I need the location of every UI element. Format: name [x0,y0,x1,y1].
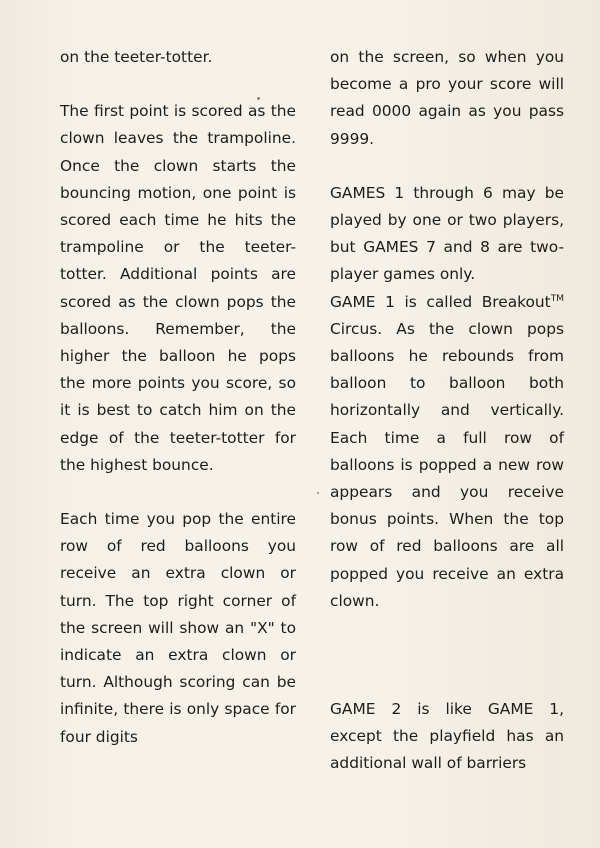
right-column [330,44,564,778]
paragraph-score-rollover: on the screen, so when you become a pro your score will read 0000 again as you pass 9999. [330,48,564,148]
game-1-description: Circus. As the clown pops balloons he rebounds from balloon to balloon both horizontally and vertically. Each time a full row of balloons is popped a new row appears and you receive bonus points. When the top row of red balloons are all popped you receive an extra clown. [330,319,564,610]
paragraph-game-2: GAME 2 is like GAME 1, except the playfield has an additional wall of barriers [330,700,564,773]
paragraph-extra-clown: Each time you pop the entire row of red balloons you receive an extra clown or turn. The top right corner of the screen will show an "X" to indicate an extra clown or turn. Although scoring can be infinite, there is only space for four digits [60,510,296,746]
trademark-mark: TM [550,293,564,304]
game-1-intro: GAME 1 is called Breakout [330,292,551,311]
left-column [60,44,296,751]
paragraph-game-1 [330,289,564,615]
paragraph-players: GAMES 1 through 6 may be played by one or two players, but GAMES 7 and 8 are two-player games only. [330,183,564,284]
paragraph-continued: on the teeter-totter. [60,48,213,66]
paragraph-scoring: The first point is scored as the clown leaves the trampoline. Once the clown starts the bouncing motion, one point is scored each time he hits the trampoline or the teeter-totter. Additional points are scored as the clown pops the balloons. Remember, the higher the balloon he pops the more points you score, so it is best to catch him on the edge of the teeter-totter for the highest bounce. [60,102,296,474]
paper-speck [317,492,319,494]
